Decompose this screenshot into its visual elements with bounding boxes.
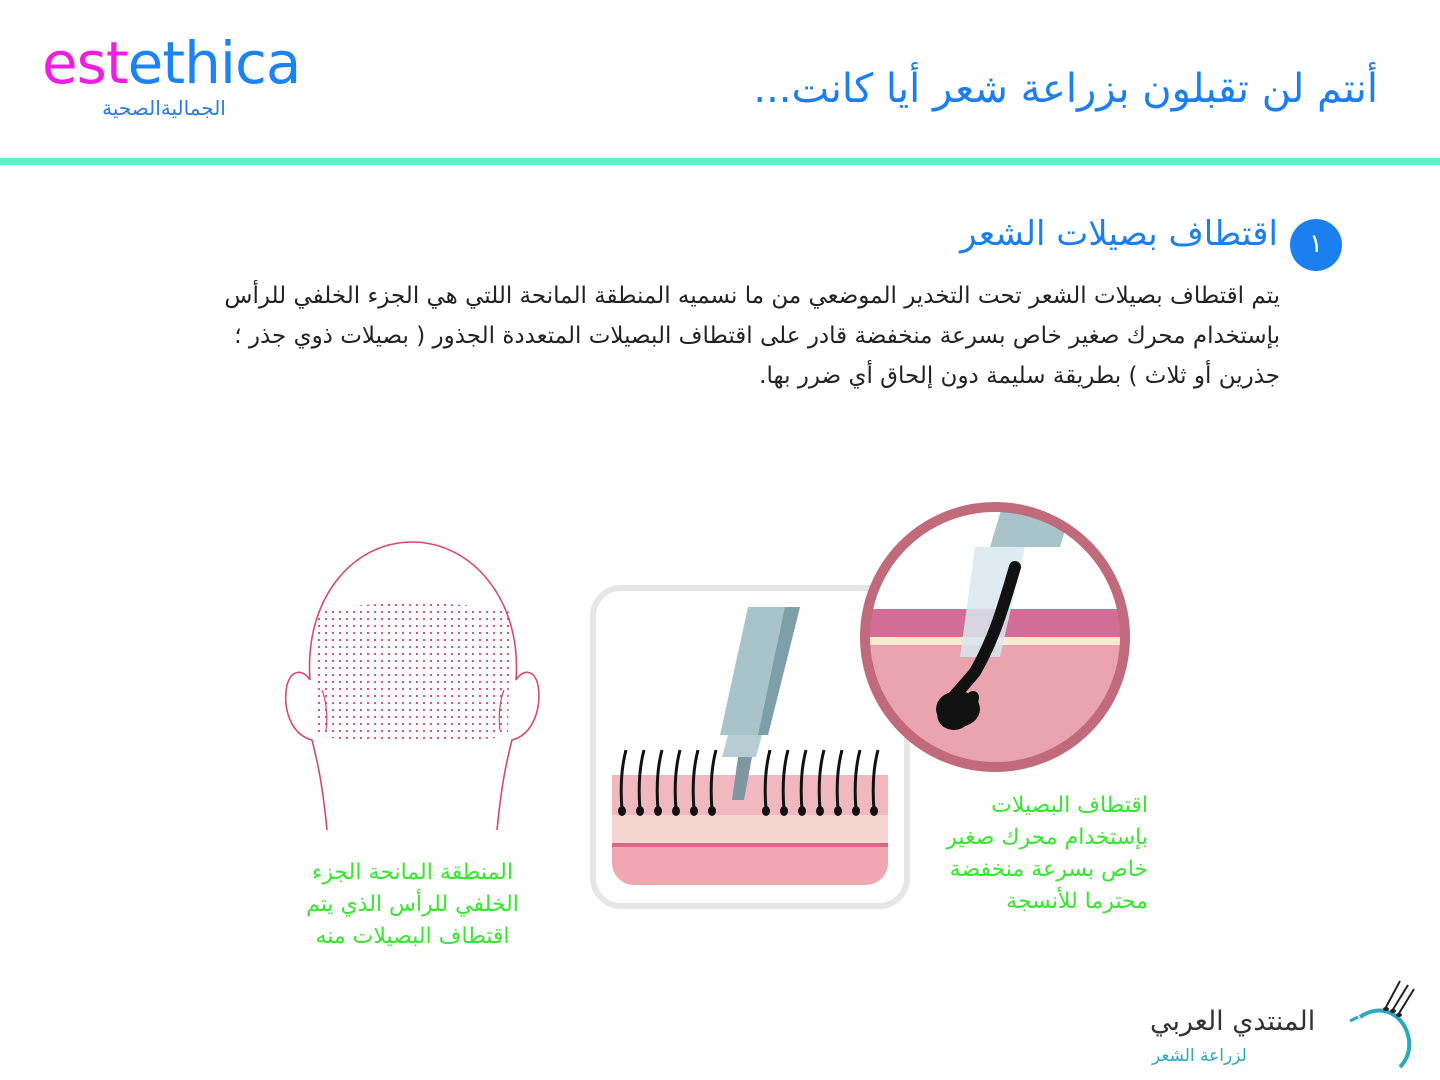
header-divider — [0, 158, 1440, 165]
logo-wordmark — [42, 28, 300, 98]
page-title: أنتم لن تقبلون بزراعة شعر أيا كانت... — [753, 66, 1378, 112]
donor-area-caption: المنطقة المانحة الجزء الخلفي للرأس الذي يتم اقتطاف البصيلات منه — [306, 860, 519, 949]
extraction-caption: اقتطاف البصيلات بإستخدام محرك صغير خاص بسرعة منخفضة محترما للأنسجة — [946, 793, 1148, 914]
hair-follicle-logo-icon — [1340, 975, 1420, 1070]
step-number-badge: ١ — [1290, 219, 1342, 271]
step-title: اقتطاف بصيلات الشعر — [960, 214, 1278, 254]
logo-part1: est — [42, 29, 128, 97]
logo-part2: ethica — [127, 29, 301, 97]
head-back-illustration — [282, 540, 544, 850]
logo-tagline: الجماليةالصحية — [102, 96, 226, 120]
footer-logo-name: المنتدي العربي — [1150, 1006, 1316, 1037]
step-body: يتم اقتطاف بصيلات الشعر تحت التخدير الموضعي من ما نسميه المنطقة المانحة اللتي هي الجزء الخلفي للرأس بإستخدام محرك صغير خاص بسرعة منخفضة قادر على اقتطاف البصيلات المتعددة الجذور ( بصيلات ذوي جذر ؛ جذرين أو ثلاث ) بطريقة سليمة دون إلحاق أي ضرر بها. — [224, 283, 1280, 389]
footer-logo-sub: لزراعة الشعر — [1152, 1046, 1247, 1066]
magnified-follicle-illustration — [855, 497, 1135, 777]
